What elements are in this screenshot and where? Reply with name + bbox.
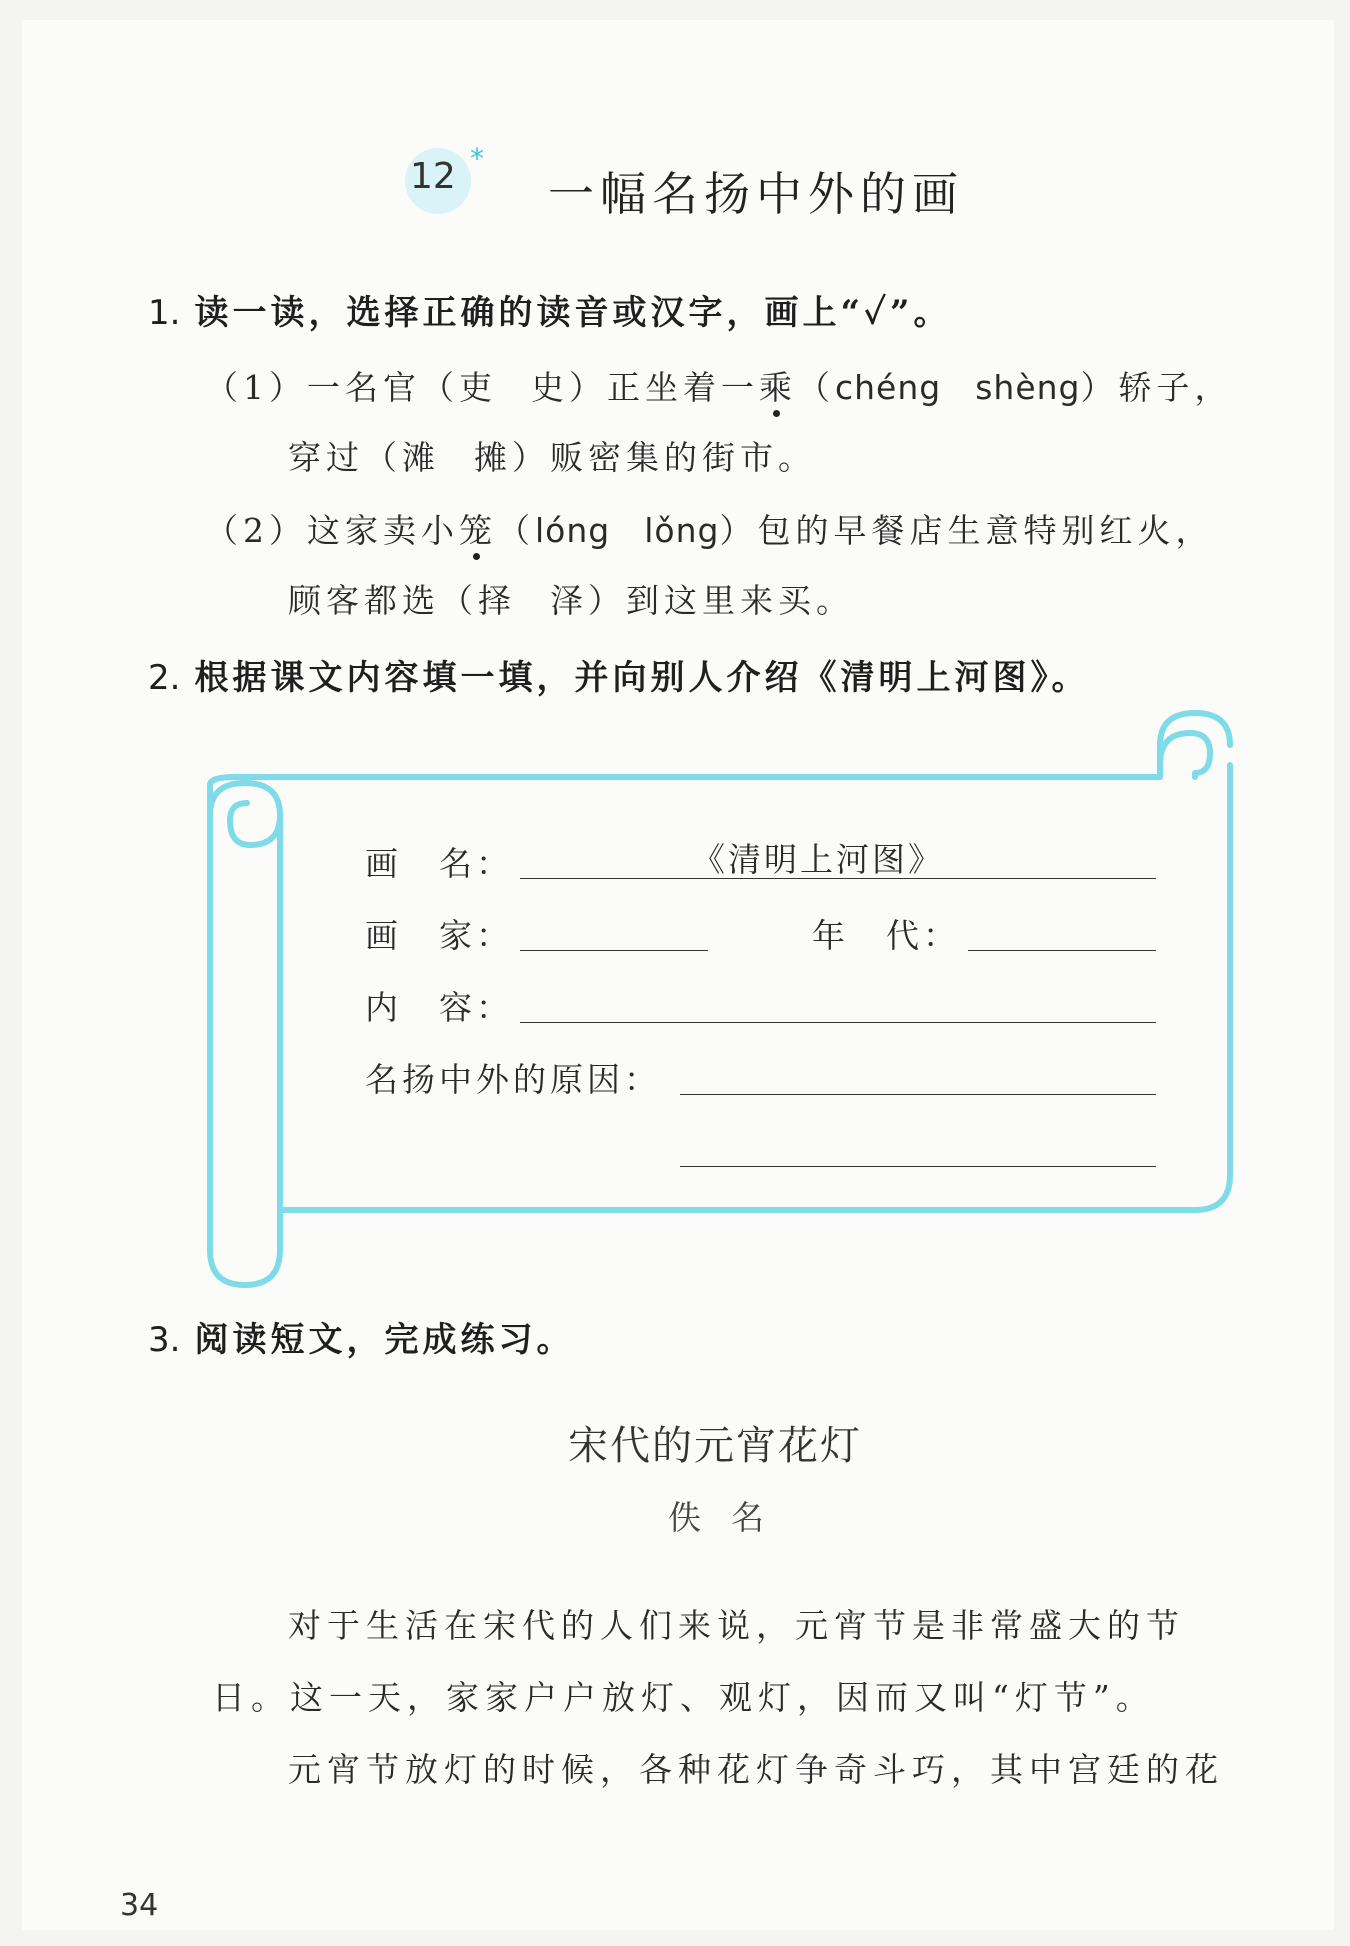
reason-blank-2[interactable] — [680, 1166, 1156, 1167]
question-3-number: 3. — [148, 1320, 181, 1360]
question-1-heading — [148, 285, 952, 334]
q1-item-1-option-b[interactable]: 史）正坐着一 — [531, 368, 759, 407]
q1-item-1-paren: （ — [797, 368, 835, 407]
painting-name-label: 画 名： — [365, 844, 513, 883]
painter-blank[interactable] — [520, 950, 708, 951]
question-3-instruction: 阅读短文，完成练习。 — [194, 1320, 575, 1360]
passage-paragraph-1-line-2: 日。这一天，家家户户放灯、观灯，因而又叫“灯节”。 — [212, 1678, 1155, 1717]
passage-paragraph-2-line-1: 元宵节放灯的时候，各种花灯争奇斗巧，其中宫廷的花 — [288, 1750, 1224, 1789]
era-label: 年 代： — [812, 916, 960, 955]
q1-item-2-pinyin-a[interactable]: lóng — [535, 511, 611, 550]
q1-item-1-option-a[interactable]: 一名官（吏 — [307, 368, 497, 407]
question-2-heading — [148, 650, 1089, 699]
scroll-frame — [195, 705, 1240, 1295]
q1-item-1-pinyin-a[interactable]: chéng — [835, 368, 942, 407]
q1-item-1-option-d[interactable]: 摊）贩密集的街市。 — [474, 438, 816, 477]
painter-label: 画 家： — [365, 916, 513, 955]
content-blank[interactable] — [520, 1022, 1156, 1023]
q1-item-2-option-a[interactable]: 顾客都选（择 — [288, 581, 516, 620]
q1-item-1-rest: ）轿子， — [1080, 368, 1233, 407]
passage-title: 宋代的元宵花灯 — [568, 1423, 862, 1469]
passage-author: 佚名 — [668, 1498, 794, 1537]
q1-item-2-line-2 — [288, 575, 854, 622]
lesson-number: 12 — [410, 156, 456, 197]
q1-item-2-dotted-char: 笼 — [459, 511, 497, 550]
page-number: 34 — [120, 1888, 159, 1923]
q1-item-1-pinyin-b[interactable]: shèng — [975, 368, 1081, 407]
reason-blank-1[interactable] — [680, 1094, 1156, 1095]
question-2-instruction: 根据课文内容填一填，并向别人介绍《清明上河图》。 — [194, 658, 1090, 698]
era-blank[interactable] — [968, 950, 1156, 951]
q1-item-1-line-1 — [205, 362, 1233, 409]
passage-paragraph-1-line-1: 对于生活在宋代的人们来说，元宵节是非常盛大的节 — [288, 1606, 1185, 1645]
q1-item-2-paren: （ — [497, 511, 535, 550]
reason-label: 名扬中外的原因： — [365, 1060, 661, 1099]
q1-item-1-label: （1） — [205, 368, 307, 407]
question-1-number: 1. — [148, 293, 181, 333]
q1-item-2-pinyin-b[interactable]: lǒng — [644, 511, 720, 550]
q1-item-2-rest: ）包的早餐店生意特别红火， — [719, 511, 1214, 550]
painting-name-value: 《清明上河图》 — [692, 840, 944, 879]
q1-item-2-text: 这家卖小 — [307, 511, 459, 550]
q1-item-1-dotted-char: 乘 — [759, 368, 797, 407]
q1-item-2-option-b[interactable]: 泽）到这里来买。 — [550, 581, 854, 620]
content-label: 内 容： — [365, 988, 513, 1027]
question-1-instruction: 读一读，选择正确的读音或汉字，画上“✓”。 — [194, 293, 952, 333]
q1-item-1-line-2 — [288, 432, 816, 479]
lesson-title: 一幅名扬中外的画 — [548, 167, 964, 221]
question-3-heading — [148, 1312, 574, 1361]
q1-item-1-option-c[interactable]: 穿过（滩 — [288, 438, 440, 477]
q1-item-2-label: （2） — [205, 511, 307, 550]
question-2-number: 2. — [148, 658, 181, 698]
q1-item-2-line-1 — [205, 505, 1213, 552]
lesson-star-icon: * — [470, 142, 484, 175]
